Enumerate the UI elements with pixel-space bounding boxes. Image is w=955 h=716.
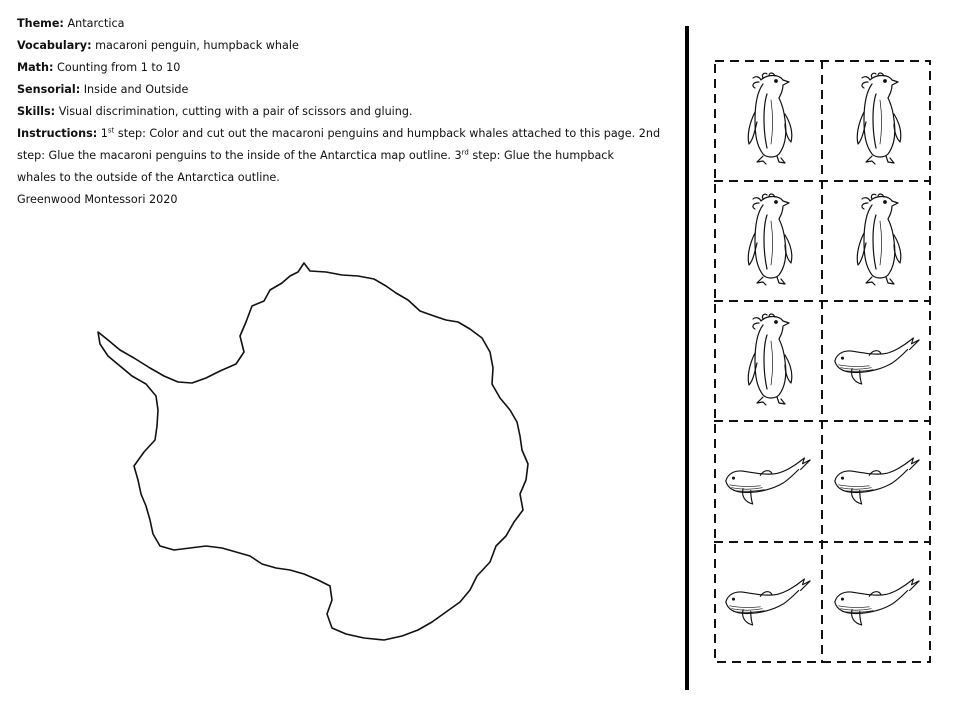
instructions-text: step: Color and cut out the macaroni penguins and humpback whales attached to this page. 2nd — [114, 127, 661, 140]
cutout-card-penguin — [714, 60, 822, 180]
macaroni-penguin-icon — [842, 191, 912, 291]
sensorial-value: Inside and Outside — [83, 83, 189, 96]
skills-value: Visual discrimination, cutting with a pair of scissors and gluing. — [58, 105, 413, 118]
macaroni-penguin-icon — [733, 191, 803, 291]
instructions-ordinal: st — [107, 126, 115, 135]
instructions-ordinal: rd — [461, 148, 469, 157]
cutout-card-penguin — [714, 301, 822, 421]
cutout-card-whale — [714, 421, 822, 541]
cutout-card-grid — [714, 60, 931, 663]
cutout-card-penguin — [823, 181, 931, 301]
theme-label: Theme: — [17, 17, 64, 30]
instructions-text: step: Glue the humpback — [468, 149, 614, 162]
humpback-whale-icon — [831, 574, 923, 630]
theme-value: Antarctica — [67, 17, 125, 30]
instructions-step-number: 1 — [100, 127, 108, 140]
cutout-card-whale — [823, 301, 931, 421]
humpback-whale-icon — [722, 574, 814, 630]
humpback-whale-icon — [831, 453, 923, 509]
macaroni-penguin-icon — [733, 70, 803, 170]
vocabulary-value: macaroni penguin, humpback whale — [95, 39, 299, 52]
instructions-text: step: Glue the macaroni penguins to the inside of the Antarctica map outline. 3 — [17, 149, 462, 162]
cutout-card-penguin — [714, 181, 822, 301]
sensorial-label: Sensorial: — [17, 83, 81, 96]
math-label: Math: — [17, 61, 54, 74]
skills-label: Skills: — [17, 105, 56, 118]
instructions-text: whales to the outside of the Antarctica outline. — [17, 171, 280, 184]
antarctica-outline-path — [98, 263, 528, 640]
macaroni-penguin-icon — [733, 311, 803, 411]
humpback-whale-icon — [722, 453, 814, 509]
math-value: Counting from 1 to 10 — [57, 61, 181, 74]
cutout-card-whale — [823, 542, 931, 662]
cutout-card-whale — [714, 542, 822, 662]
credit-text: Greenwood Montessori 2020 — [17, 193, 178, 206]
divider-line — [685, 26, 689, 690]
humpback-whale-icon — [831, 333, 923, 389]
macaroni-penguin-icon — [842, 70, 912, 170]
cutout-card-penguin — [823, 60, 931, 180]
vocabulary-label: Vocabulary: — [17, 39, 92, 52]
cutout-card-whale — [823, 421, 931, 541]
instructions-label: Instructions: — [17, 127, 98, 140]
